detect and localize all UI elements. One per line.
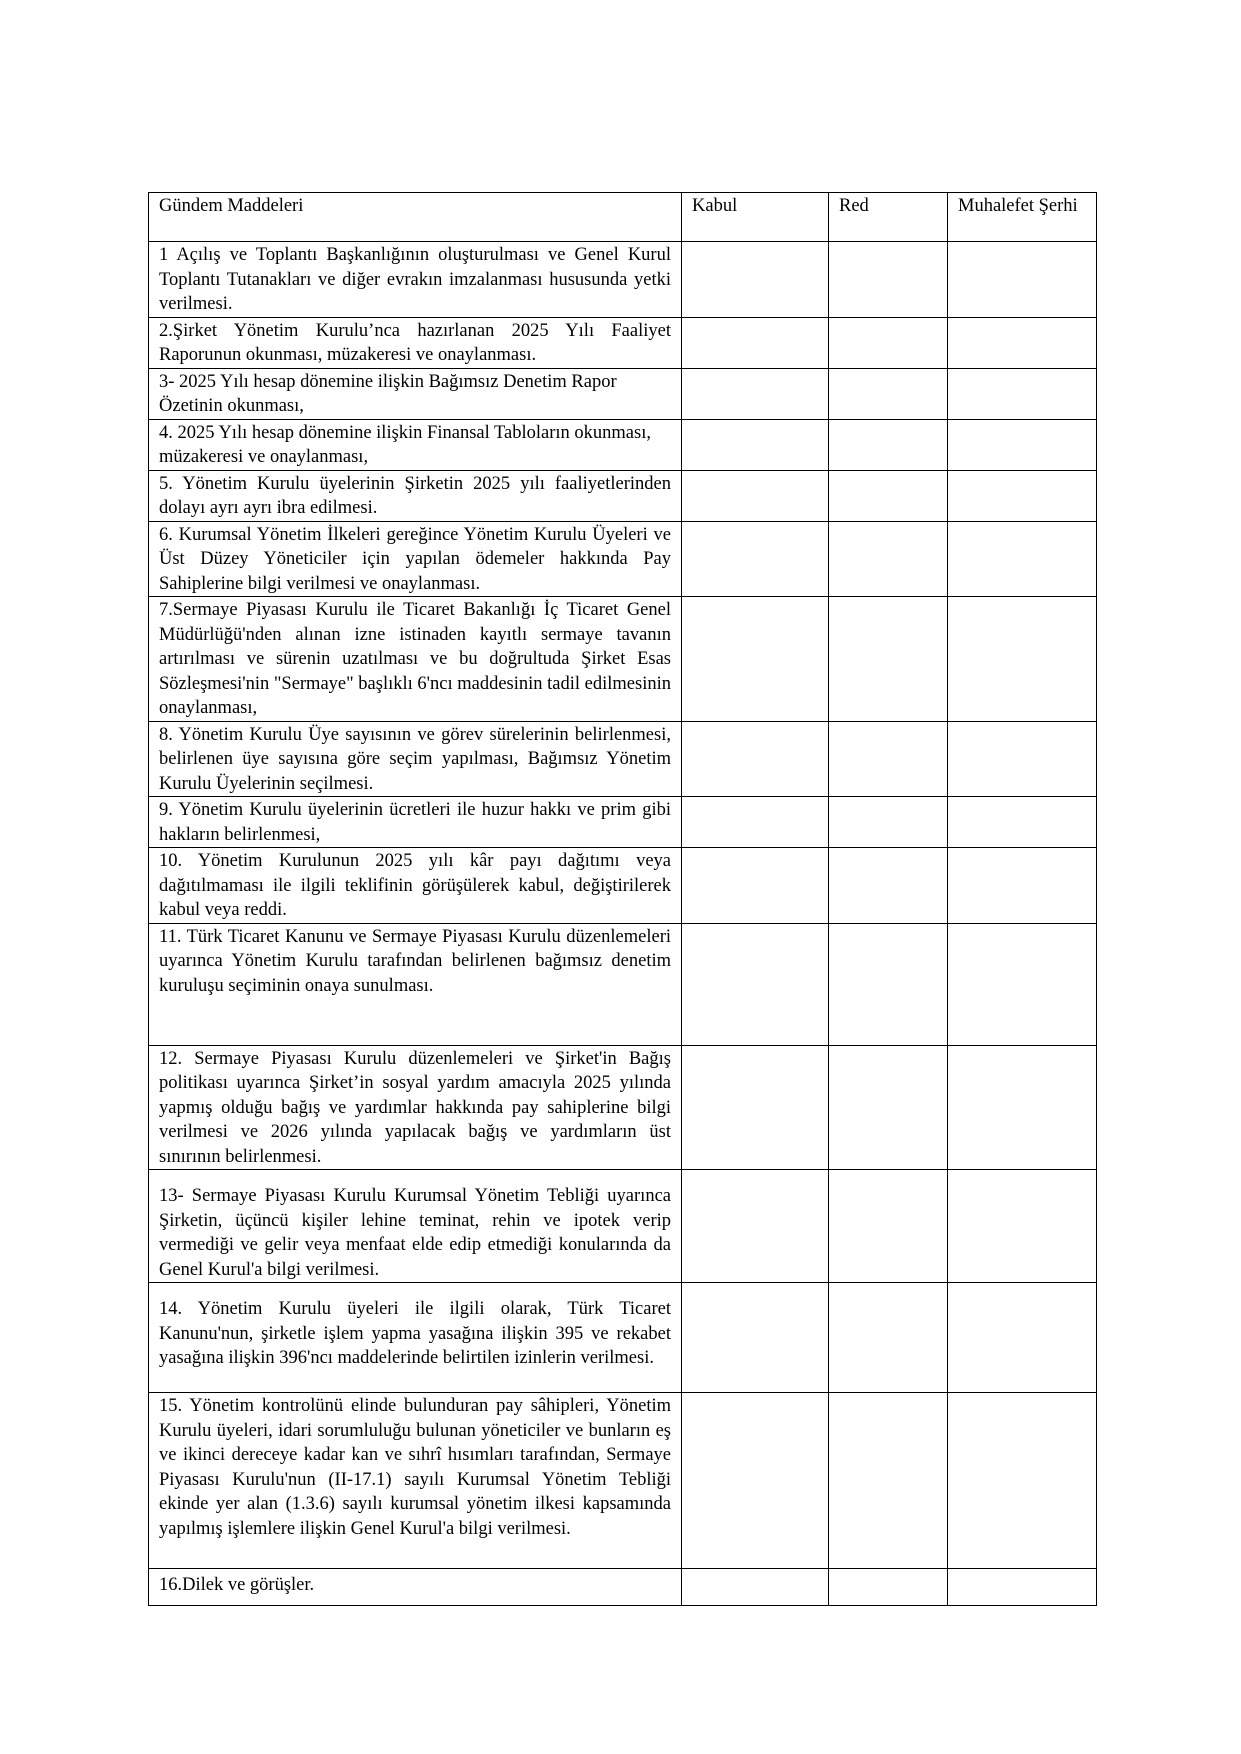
table-row [149,923,1097,1045]
accept-cell[interactable] [682,597,829,722]
table-row [149,721,1097,797]
reject-cell[interactable] [829,1283,948,1393]
dissent-cell[interactable] [948,848,1097,924]
accept-cell[interactable] [682,1393,829,1569]
agenda-item-3: 3- 2025 Yılı hesap dönemine ilişkin Bağımsız Denetim Rapor Özetinin okunması, [149,368,682,419]
dissent-cell[interactable] [948,1170,1097,1283]
dissent-cell[interactable] [948,1393,1097,1569]
accept-cell[interactable] [682,721,829,797]
dissent-cell[interactable] [948,721,1097,797]
reject-cell[interactable] [829,1393,948,1569]
reject-cell[interactable] [829,1170,948,1283]
agenda-item-2: 2.Şirket Yönetim Kurulu’nca hazırlanan 2025 Yılı Faaliyet Raporunun okunması, müzakeresi ve onaylanması. [149,317,682,368]
reject-cell[interactable] [829,242,948,318]
agenda-item-15: 15. Yönetim kontrolünü elinde bulunduran pay sâhipleri, Yönetim Kurulu üyeleri, idari sorumluluğu bulunan yöneticiler ve bunların eş ve ikinci dereceye kadar kan ve sıhrî hısımları tarafından, Sermaye Piyasası Kurulu'nun (II-17.1) sayılı Kurumsal Yönetim Tebliği ekinde yer alan (1.3.6) sayılı kurumsal yönetim ilkesi kapsamında yapılmış işlemlere ilişkin Genel Kurul'a bilgi verilmesi. [149,1393,682,1569]
table-row [149,597,1097,722]
dissent-cell[interactable] [948,1283,1097,1393]
table-row [149,368,1097,419]
header-agenda-items: Gündem Maddeleri [149,193,682,242]
reject-cell[interactable] [829,1045,948,1170]
agenda-item-8: 8. Yönetim Kurulu Üye sayısının ve görev sürelerinin belirlenmesi, belirlenen üye sayısına göre seçim yapılması, Bağımsız Yönetim Kurulu Üyelerinin seçilmesi. [149,721,682,797]
agenda-item-4: 4. 2025 Yılı hesap dönemine ilişkin Finansal Tabloların okunması, müzakeresi ve onaylanması, [149,419,682,470]
accept-cell[interactable] [682,1170,829,1283]
agenda-item-6: 6. Kurumsal Yönetim İlkeleri gereğince Yönetim Kurulu Üyeleri ve Üst Düzey Yöneticiler için yapılan ödemeler hakkında Pay Sahiplerine bilgi verilmesi ve onaylanması. [149,521,682,597]
dissent-cell[interactable] [948,521,1097,597]
table-row [149,1045,1097,1170]
table-row [149,242,1097,318]
reject-cell[interactable] [829,721,948,797]
agenda-item-14: 14. Yönetim Kurulu üyeleri ile ilgili olarak, Türk Ticaret Kanunu'nun, şirketle işlem yapma yasağına ilişkin 395 ve rekabet yasağına ilişkin 396'ncı maddelerinde belirtilen izinlerin verilmesi. [149,1283,682,1393]
table-row [149,470,1097,521]
table-row [149,1283,1097,1393]
table-row [149,797,1097,848]
dissent-cell[interactable] [948,419,1097,470]
reject-cell[interactable] [829,521,948,597]
dissent-cell[interactable] [948,317,1097,368]
agenda-voting-table [148,192,1097,1606]
accept-cell[interactable] [682,317,829,368]
accept-cell[interactable] [682,797,829,848]
dissent-cell[interactable] [948,597,1097,722]
accept-cell[interactable] [682,1283,829,1393]
accept-cell[interactable] [682,419,829,470]
agenda-item-9: 9. Yönetim Kurulu üyelerinin ücretleri ile huzur hakkı ve prim gibi hakların belirlenmesi, [149,797,682,848]
dissent-cell[interactable] [948,242,1097,318]
dissent-cell[interactable] [948,368,1097,419]
header-reject: Red [829,193,948,242]
accept-cell[interactable] [682,1045,829,1170]
accept-cell[interactable] [682,1569,829,1606]
agenda-item-16: 16.Dilek ve görüşler. [149,1569,682,1606]
dissent-cell[interactable] [948,923,1097,1045]
accept-cell[interactable] [682,521,829,597]
reject-cell[interactable] [829,419,948,470]
header-dissent-note: Muhalefet Şerhi [948,193,1097,242]
reject-cell[interactable] [829,317,948,368]
agenda-item-7: 7.Sermaye Piyasası Kurulu ile Ticaret Bakanlığı İç Ticaret Genel Müdürlüğü'nden alınan izne istinaden kayıtlı sermaye tavanın artırılması ve sürenin uzatılması ve bu doğrultuda Şirket Esas Sözleşmesi'nin "Sermaye" başlıklı 6'ncı maddesinin tadil edilmesinin onaylanması, [149,597,682,722]
reject-cell[interactable] [829,597,948,722]
accept-cell[interactable] [682,368,829,419]
reject-cell[interactable] [829,368,948,419]
agenda-item-12: 12. Sermaye Piyasası Kurulu düzenlemeleri ve Şirket'in Bağış politikası uyarınca Şirket’in sosyal yardım amacıyla 2025 yılında yapmış olduğu bağış ve yardımlar hakkında pay sahiplerine bilgi verilmesi ve 2026 yılında yapılacak bağış ve yardımların üst sınırının belirlenmesi. [149,1045,682,1170]
accept-cell[interactable] [682,923,829,1045]
table-row [149,521,1097,597]
reject-cell[interactable] [829,923,948,1045]
accept-cell[interactable] [682,848,829,924]
reject-cell[interactable] [829,797,948,848]
agenda-item-11: 11. Türk Ticaret Kanunu ve Sermaye Piyasası Kurulu düzenlemeleri uyarınca Yönetim Kurulu tarafından belirlenen bağımsız denetim kuruluşu seçiminin onaya sunulması. [149,923,682,1045]
table-row [149,419,1097,470]
accept-cell[interactable] [682,470,829,521]
table-header-row [149,193,1097,242]
dissent-cell[interactable] [948,1569,1097,1606]
reject-cell[interactable] [829,470,948,521]
agenda-item-10: 10. Yönetim Kurulunun 2025 yılı kâr payı dağıtımı veya dağıtılmaması ile ilgili teklifinin görüşülerek kabul, değiştirilerek kabul veya reddi. [149,848,682,924]
reject-cell[interactable] [829,848,948,924]
accept-cell[interactable] [682,242,829,318]
agenda-item-1: 1 Açılış ve Toplantı Başkanlığının oluşturulması ve Genel Kurul Toplantı Tutanakları ve diğer evrakın imzalanması hususunda yetki verilmesi. [149,242,682,318]
dissent-cell[interactable] [948,1045,1097,1170]
table-row [149,317,1097,368]
table-row [149,1569,1097,1606]
table-row [149,1393,1097,1569]
header-accept: Kabul [682,193,829,242]
dissent-cell[interactable] [948,470,1097,521]
table-row [149,1170,1097,1283]
agenda-item-5: 5. Yönetim Kurulu üyelerinin Şirketin 2025 yılı faaliyetlerinden dolayı ayrı ayrı ibra edilmesi. [149,470,682,521]
agenda-item-13: 13- Sermaye Piyasası Kurulu Kurumsal Yönetim Tebliği uyarınca Şirketin, üçüncü kişiler lehine teminat, rehin ve ipotek verip vermediği ve gelir veya menfaat elde edip etmediği konularında da Genel Kurul'a bilgi verilmesi. [149,1170,682,1283]
table-row [149,848,1097,924]
reject-cell[interactable] [829,1569,948,1606]
dissent-cell[interactable] [948,797,1097,848]
